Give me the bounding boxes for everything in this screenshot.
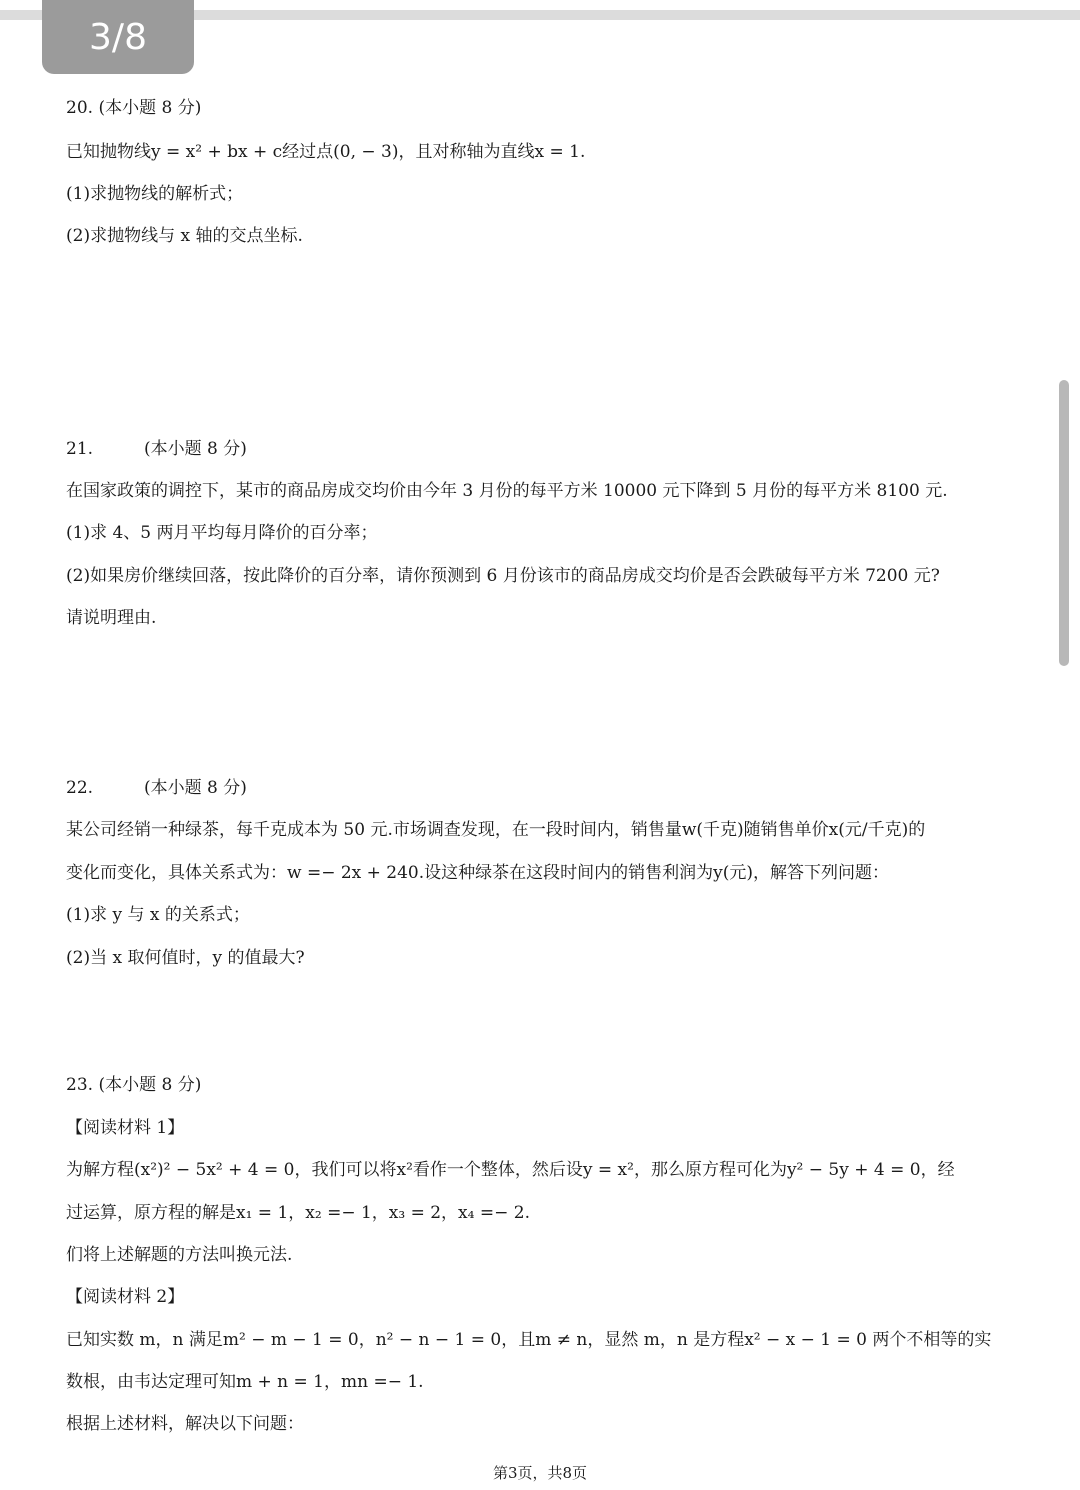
q21-part2-cont: 请说明理由. (66, 608, 157, 628)
page-footer: 第3页，共8页 (492, 1464, 588, 1482)
q23-material2-line1: 已知实数 m，n 满足m² − m − 1 = 0，n² − n − 1 = 0，且m ≠ n，显然 m，n 是方程x² − x − 1 = 0 两个不相等的实 (66, 1330, 992, 1350)
q20-part2: (2)求抛物线与 x 轴的交点坐标. (66, 226, 303, 246)
q23-material1-line3: 们将上述解题的方法叫换元法. (66, 1245, 293, 1265)
q21-part1: (1)求 4、5 两月平均每月降价的百分率； (66, 523, 378, 543)
q22-header: (本小题 8 分) (144, 778, 247, 798)
q20-stem: 已知抛物线y = x² + bx + c经过点(0, − 3)，且对称轴为直线x = 1. (66, 142, 586, 162)
q20-part1: (1)求抛物线的解析式； (66, 184, 244, 204)
q22-stem-2: 变化而变化，具体关系式为：w =− 2x + 240.设这种绿茶在这段时间内的销售利润为y(元)，解答下列问题： (66, 863, 890, 883)
q21-header: (本小题 8 分) (144, 439, 247, 459)
q23-header: 23. (本小题 8 分) (66, 1075, 202, 1095)
q23-material1-title: 【阅读材料 1】 (66, 1118, 185, 1138)
q23-prompt: 根据上述材料，解决以下问题： (66, 1414, 304, 1434)
q21-header-line (66, 437, 247, 461)
q21-stem: 在国家政策的调控下，某市的商品房成交均价由今年 3 月份的每平方米 10000 元下降到 5 月份的每平方米 8100 元. (66, 481, 948, 501)
q21-number: 21. (66, 439, 94, 459)
scrollbar-thumb[interactable] (1059, 380, 1069, 666)
page-indicator-badge: 3/8 (42, 0, 194, 74)
q22-number: 22. (66, 778, 94, 798)
q22-part2: (2)当 x 取何值时，y 的值最大? (66, 948, 305, 968)
q23-material2-title: 【阅读材料 2】 (66, 1287, 185, 1307)
q23-material1-line2: 过运算，原方程的解是x₁ = 1，x₂ =− 1，x₃ = 2，x₄ =− 2. (66, 1203, 530, 1223)
q22-header-line (66, 776, 247, 800)
q21-part2: (2)如果房价继续回落，按此降价的百分率，请你预测到 6 月份该市的商品房成交均价是否会跌破每平方米 7200 元? (66, 566, 940, 586)
q22-stem-1: 某公司经销一种绿茶，每千克成本为 50 元.市场调查发现，在一段时间内，销售量w(千克)随销售单价x(元/千克)的 (66, 820, 926, 840)
q23-material1-line1: 为解方程(x²)² − 5x² + 4 = 0，我们可以将x²看作一个整体，然后设y = x²，那么原方程可化为y² − 5y + 4 = 0，经 (66, 1160, 955, 1180)
q22-part1: (1)求 y 与 x 的关系式； (66, 905, 250, 925)
q23-material2-line2: 数根，由韦达定理可知m + n = 1，mn =− 1. (66, 1372, 424, 1392)
q20-header: 20. (本小题 8 分) (66, 98, 202, 118)
